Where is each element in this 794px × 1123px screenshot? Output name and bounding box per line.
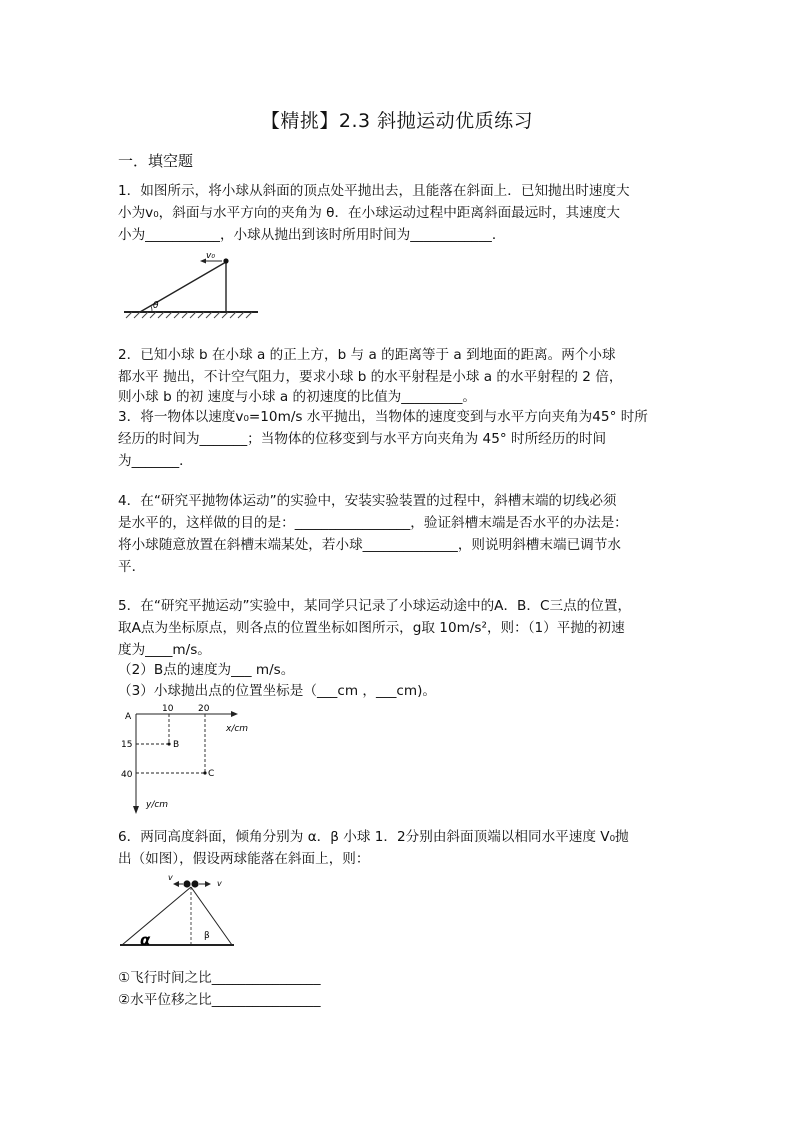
svg-text:v: v <box>217 879 222 888</box>
point-c <box>203 771 206 774</box>
angle-label: θ <box>153 301 159 311</box>
q5-line-1: 5．在“研究平抛运动”实验中，某同学只记录了小球运动途中的A．B．C三点的位置， <box>118 598 632 614</box>
q3-line-3: 为_______． <box>118 453 193 469</box>
beta-label: β <box>204 931 210 941</box>
y-axis-label: y/cm <box>146 800 169 810</box>
x-axis-arrow-icon <box>231 711 238 717</box>
q5-line-3: 度为____m/s。 <box>118 642 211 658</box>
q6-line-2: 出（如图），假设两球能落在斜面上，则： <box>118 851 370 867</box>
incline-figure <box>118 250 258 324</box>
q5-line-5: （3）小球抛出点的位置坐标是（___cm ，___cm)。 <box>118 683 436 699</box>
y-tick-40: 40 <box>121 770 133 780</box>
q1-line-2: 小为v₀，斜面与水平方向的夹角为 θ．在小球运动过程中距离斜面最远时，其速度大 <box>118 205 620 221</box>
right-arrow-icon <box>205 881 211 887</box>
x-axis-label: x/cm <box>226 724 249 734</box>
point-a-label: A <box>125 712 132 722</box>
ball <box>223 258 228 263</box>
y-tick-15: 15 <box>121 740 133 750</box>
q3-line-2: 经历的时间为_______；当物体的位移变到与水平方向夹角为 45° 时所经历的时间 <box>118 431 607 447</box>
q6-answer-1: ①飞行时间之比________________ <box>118 970 321 986</box>
q3-line-1: 3．将一物体以速度v₀=10m/s 水平抛出，当物体的速度变到与水平方向夹角为45° 时所 <box>118 409 648 425</box>
q2-line-3: 则小球 b 的初 速度与小球 a 的初速度的比值为_________。 <box>118 389 477 405</box>
q4-line-1: 4．在“研究平抛物体运动”的实验中，安装实验装置的过程中，斜槽末端的切线必须 <box>118 493 617 509</box>
page-title: 【精挑】2.3 斜抛运动优质练习 <box>260 110 534 132</box>
section-heading: 一．填空题 <box>118 152 194 170</box>
x-tick-20: 20 <box>198 704 210 714</box>
alpha-label: α <box>140 931 151 949</box>
y-axis-arrow-icon <box>133 806 139 814</box>
q5-line-2: 取A点为坐标原点，则各点的位置坐标如图所示，g取 10m/s²，则：（1）平抛的初速 <box>118 620 625 636</box>
ball-1 <box>183 880 190 887</box>
point-b-label: B <box>173 740 180 750</box>
q4-line-3: 将小球随意放置在斜槽末端某处，若小球______________，则说明斜槽末端已调节水 <box>118 537 621 553</box>
q2-line-2: 都水平 抛出，不计空气阻力，要求小球 b 的水平射程是小球 a 的水平射程的 2 倍， <box>118 369 623 385</box>
point-c-label: C <box>208 769 215 779</box>
left-arrow-icon <box>173 881 179 887</box>
q5-line-4: （2）B点的速度为___ m/s。 <box>118 662 295 678</box>
q4-line-2: 是水平的，这样做的目的是：_________________，验证斜槽末端是否水平的办法是： <box>118 515 628 531</box>
q1-line-1: 1．如图所示，将小球从斜面的顶点处平抛出去，且能落在斜面上．已知抛出时速度大 <box>118 183 630 199</box>
q6-answer-2: ②水平位移之比________________ <box>118 992 321 1008</box>
two-incline-figure <box>118 872 242 952</box>
svg-text:v: v <box>168 873 173 882</box>
coordinate-figure <box>118 700 268 818</box>
ball-2 <box>191 880 198 887</box>
q1-line-3: 小为___________，小球从抛出到该时所用时间为____________． <box>118 227 506 243</box>
q6-line-1: 6．两同高度斜面，倾角分别为 α．β 小球 1．2分别由斜面顶端以相同水平速度 V₀抛 <box>118 829 629 845</box>
point-b <box>167 742 170 745</box>
q4-line-4: 平． <box>118 559 146 575</box>
q2-line-1: 2．已知小球 b 在小球 a 的正上方，b 与 a 的距离等于 a 到地面的距离。两个小球 <box>118 347 616 363</box>
velocity-label: v₀ <box>206 251 215 261</box>
x-tick-10: 10 <box>162 704 174 714</box>
